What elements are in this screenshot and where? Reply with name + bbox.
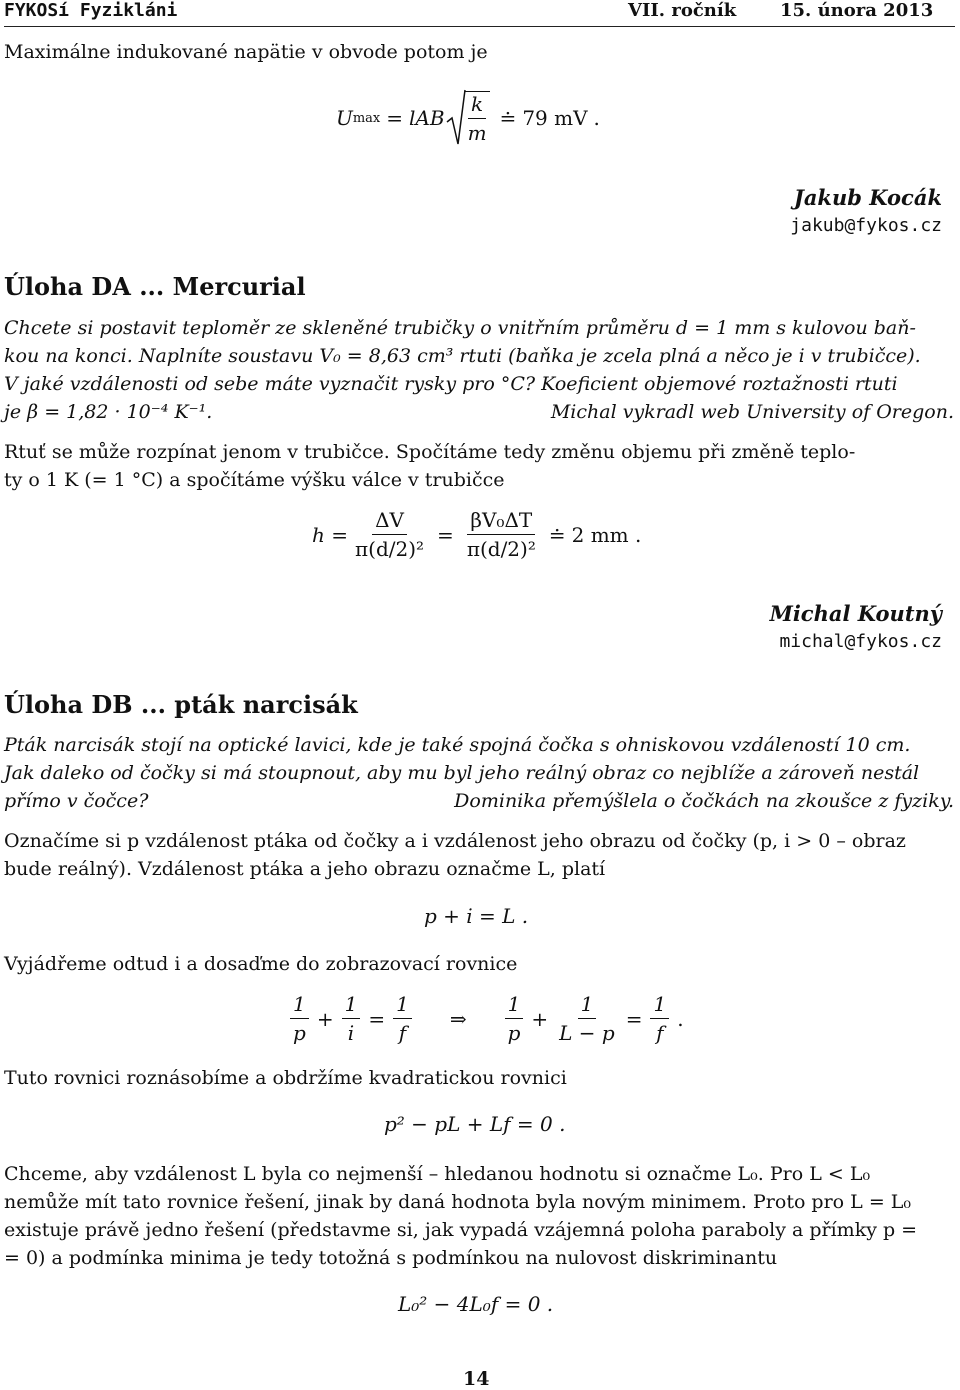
eq-h-lhs: h = <box>312 522 348 547</box>
intro-text: Maximálne indukované napätie v obvode potom je <box>4 41 488 63</box>
task-db-line3: přímo v čočce? <box>4 790 149 812</box>
eq-k: k <box>468 92 486 119</box>
lens-one: 1 <box>290 992 309 1019</box>
task-da-line1: Chcete si postavit teploměr ze skleněné trubičky o vnitřním průměru d = 1 mm s kulovou baň- <box>4 317 916 339</box>
lens-f: f <box>656 1021 664 1045</box>
eq-h-den1: π(d/2)² <box>355 537 425 561</box>
task-da-line2: kou na konci. Naplníte soustavu V₀ = 8,63 cm³ rtuti (baňka je zcela plná a něco je i v trubičce). <box>4 345 921 367</box>
lens-frac-f <box>393 992 412 1045</box>
task-db-sol8: = 0) a podmínka minima je tedy totožná s podmínkou na nulovost diskriminantu <box>4 1247 778 1269</box>
lens-one: 1 <box>393 992 412 1019</box>
eq-h-frac2 <box>464 508 539 561</box>
equation-discriminant: L₀² − 4L₀f = 0 . <box>398 1292 554 1316</box>
eq-u-sub: max <box>352 110 381 126</box>
eq-h-num1: ΔV <box>372 508 407 535</box>
lens-frac-p <box>290 992 309 1045</box>
lens-one: 1 <box>505 992 524 1019</box>
author-name: Jakub Kocák <box>793 185 942 210</box>
author-jakub <box>790 184 942 240</box>
equation-sum: p + i = L . <box>424 904 529 928</box>
eq-h-value: 2 mm . <box>571 522 642 547</box>
eq-h-eq: = <box>437 522 454 547</box>
lens-plus: + <box>531 1006 549 1031</box>
task-db-title: Úloha DB ... pták narcisák <box>4 690 358 719</box>
eq-value: 79 mV <box>522 106 588 130</box>
lens-one: 1 <box>650 992 669 1019</box>
implies-arrow-icon: ⇒ <box>449 1006 467 1031</box>
eq-approx: ≐ <box>499 106 517 130</box>
task-db-sol6: nemůže mít tato rovnice řešení, jinak by daná hodnota byla novým minimem. Proto pro L = L₀ <box>4 1191 912 1213</box>
equation-h <box>312 508 641 561</box>
sqrt-icon <box>445 88 467 148</box>
task-db-sol4: Tuto rovnici roznásobíme a obdržíme kvadratickou rovnici <box>4 1067 567 1089</box>
author-email: jakub@fykos.cz <box>790 215 942 236</box>
task-db-line1: Pták narcisák stojí na optické lavici, kde je také spojná čočka s ohniskovou vzdáleností 10 cm. <box>4 734 911 756</box>
page-number: 14 <box>463 1368 490 1390</box>
task-da-sol2: ty o 1 K (= 1 °C) a spočítáme výšku válce v trubičce <box>4 469 505 491</box>
task-da-title: Úloha DA ... Mercurial <box>4 272 306 301</box>
lens-eq: = <box>368 1006 386 1031</box>
eq-m: m <box>467 121 487 145</box>
lens-frac-i <box>342 992 361 1045</box>
lens-frac-lp <box>556 992 618 1045</box>
eq-equals: = <box>386 106 404 130</box>
lens-lmp: L − p <box>559 1021 615 1045</box>
lens-frac-f2 <box>650 992 669 1045</box>
header-left: FYKOSí Fyzikláni <box>4 0 178 21</box>
task-db-sol7: existuje právě jedno řešení (představme si, jak vypadá vzájemná poloha paraboly a přímky p = <box>4 1219 918 1241</box>
header-right: 15. února 2013 <box>780 0 934 21</box>
eq-u: U <box>336 106 353 130</box>
eq-dot: . <box>593 106 600 130</box>
equation-umax <box>336 88 600 148</box>
task-db-sol5: Chceme, aby vzdálenost L byla co nejmenší – hledanou hodnotu si označme L₀. Pro L < L₀ <box>4 1163 871 1185</box>
eq-h-den2: π(d/2)² <box>466 537 536 561</box>
author-email: michal@fykos.cz <box>779 631 942 652</box>
eq-lab: lAB <box>409 106 445 130</box>
task-db-sol1: Označíme si p vzdálenost ptáka od čočky a i vzdálenost jeho obrazu od čočky (p, i > 0 – obraz <box>4 830 906 852</box>
author-name: Michal Koutný <box>769 601 942 626</box>
eq-h-num2: βV₀ΔT <box>467 508 535 535</box>
task-da-note: Michal vykradl web University of Oregon. <box>550 401 954 423</box>
lens-eq: = <box>625 1006 643 1031</box>
author-michal <box>770 600 942 656</box>
task-da-line4: je β = 1,82 · 10⁻⁴ K⁻¹. <box>4 401 213 423</box>
lens-p: p <box>507 1021 521 1045</box>
equation-lens <box>286 992 684 1045</box>
eq-h-approx: ≐ <box>548 522 566 547</box>
task-db-note: Dominika přemýšlela o čočkách na zkoušce z fyziky. <box>454 790 954 812</box>
lens-f: f <box>398 1021 407 1045</box>
header-rule <box>4 26 955 27</box>
lens-end: . <box>677 1006 684 1031</box>
equation-quadratic: p² − pL + Lf = 0 . <box>384 1112 566 1136</box>
task-db-sol2: bude reálný). Vzdálenost ptáka a jeho obrazu označme L, platí <box>4 858 606 880</box>
lens-plus: + <box>316 1006 334 1031</box>
eq-sqrt-frac <box>465 91 490 145</box>
header-center: VII. ročník <box>628 0 737 21</box>
lens-i: i <box>347 1021 355 1045</box>
task-da-sol1: Rtuť se může rozpínat jenom v trubičce. Spočítáme tedy změnu objemu při změně teplo- <box>4 441 856 463</box>
task-db-sol3: Vyjádřeme odtud i a dosaďme do zobrazovací rovnice <box>4 953 518 975</box>
lens-p: p <box>293 1021 306 1045</box>
lens-one: 1 <box>342 992 361 1019</box>
task-db-line2: Jak daleko od čočky si má stoupnout, aby mu byl jeho reálný obraz co nejblíže a zároveň nestál <box>4 762 920 784</box>
task-da-line3: V jaké vzdálenosti od sebe máte vyznačit rysky pro °C? Koeficient objemové roztažnosti rtuti <box>4 373 898 395</box>
lens-one: 1 <box>578 992 597 1019</box>
lens-frac-p2 <box>505 992 524 1045</box>
eq-h-frac1 <box>352 508 427 561</box>
